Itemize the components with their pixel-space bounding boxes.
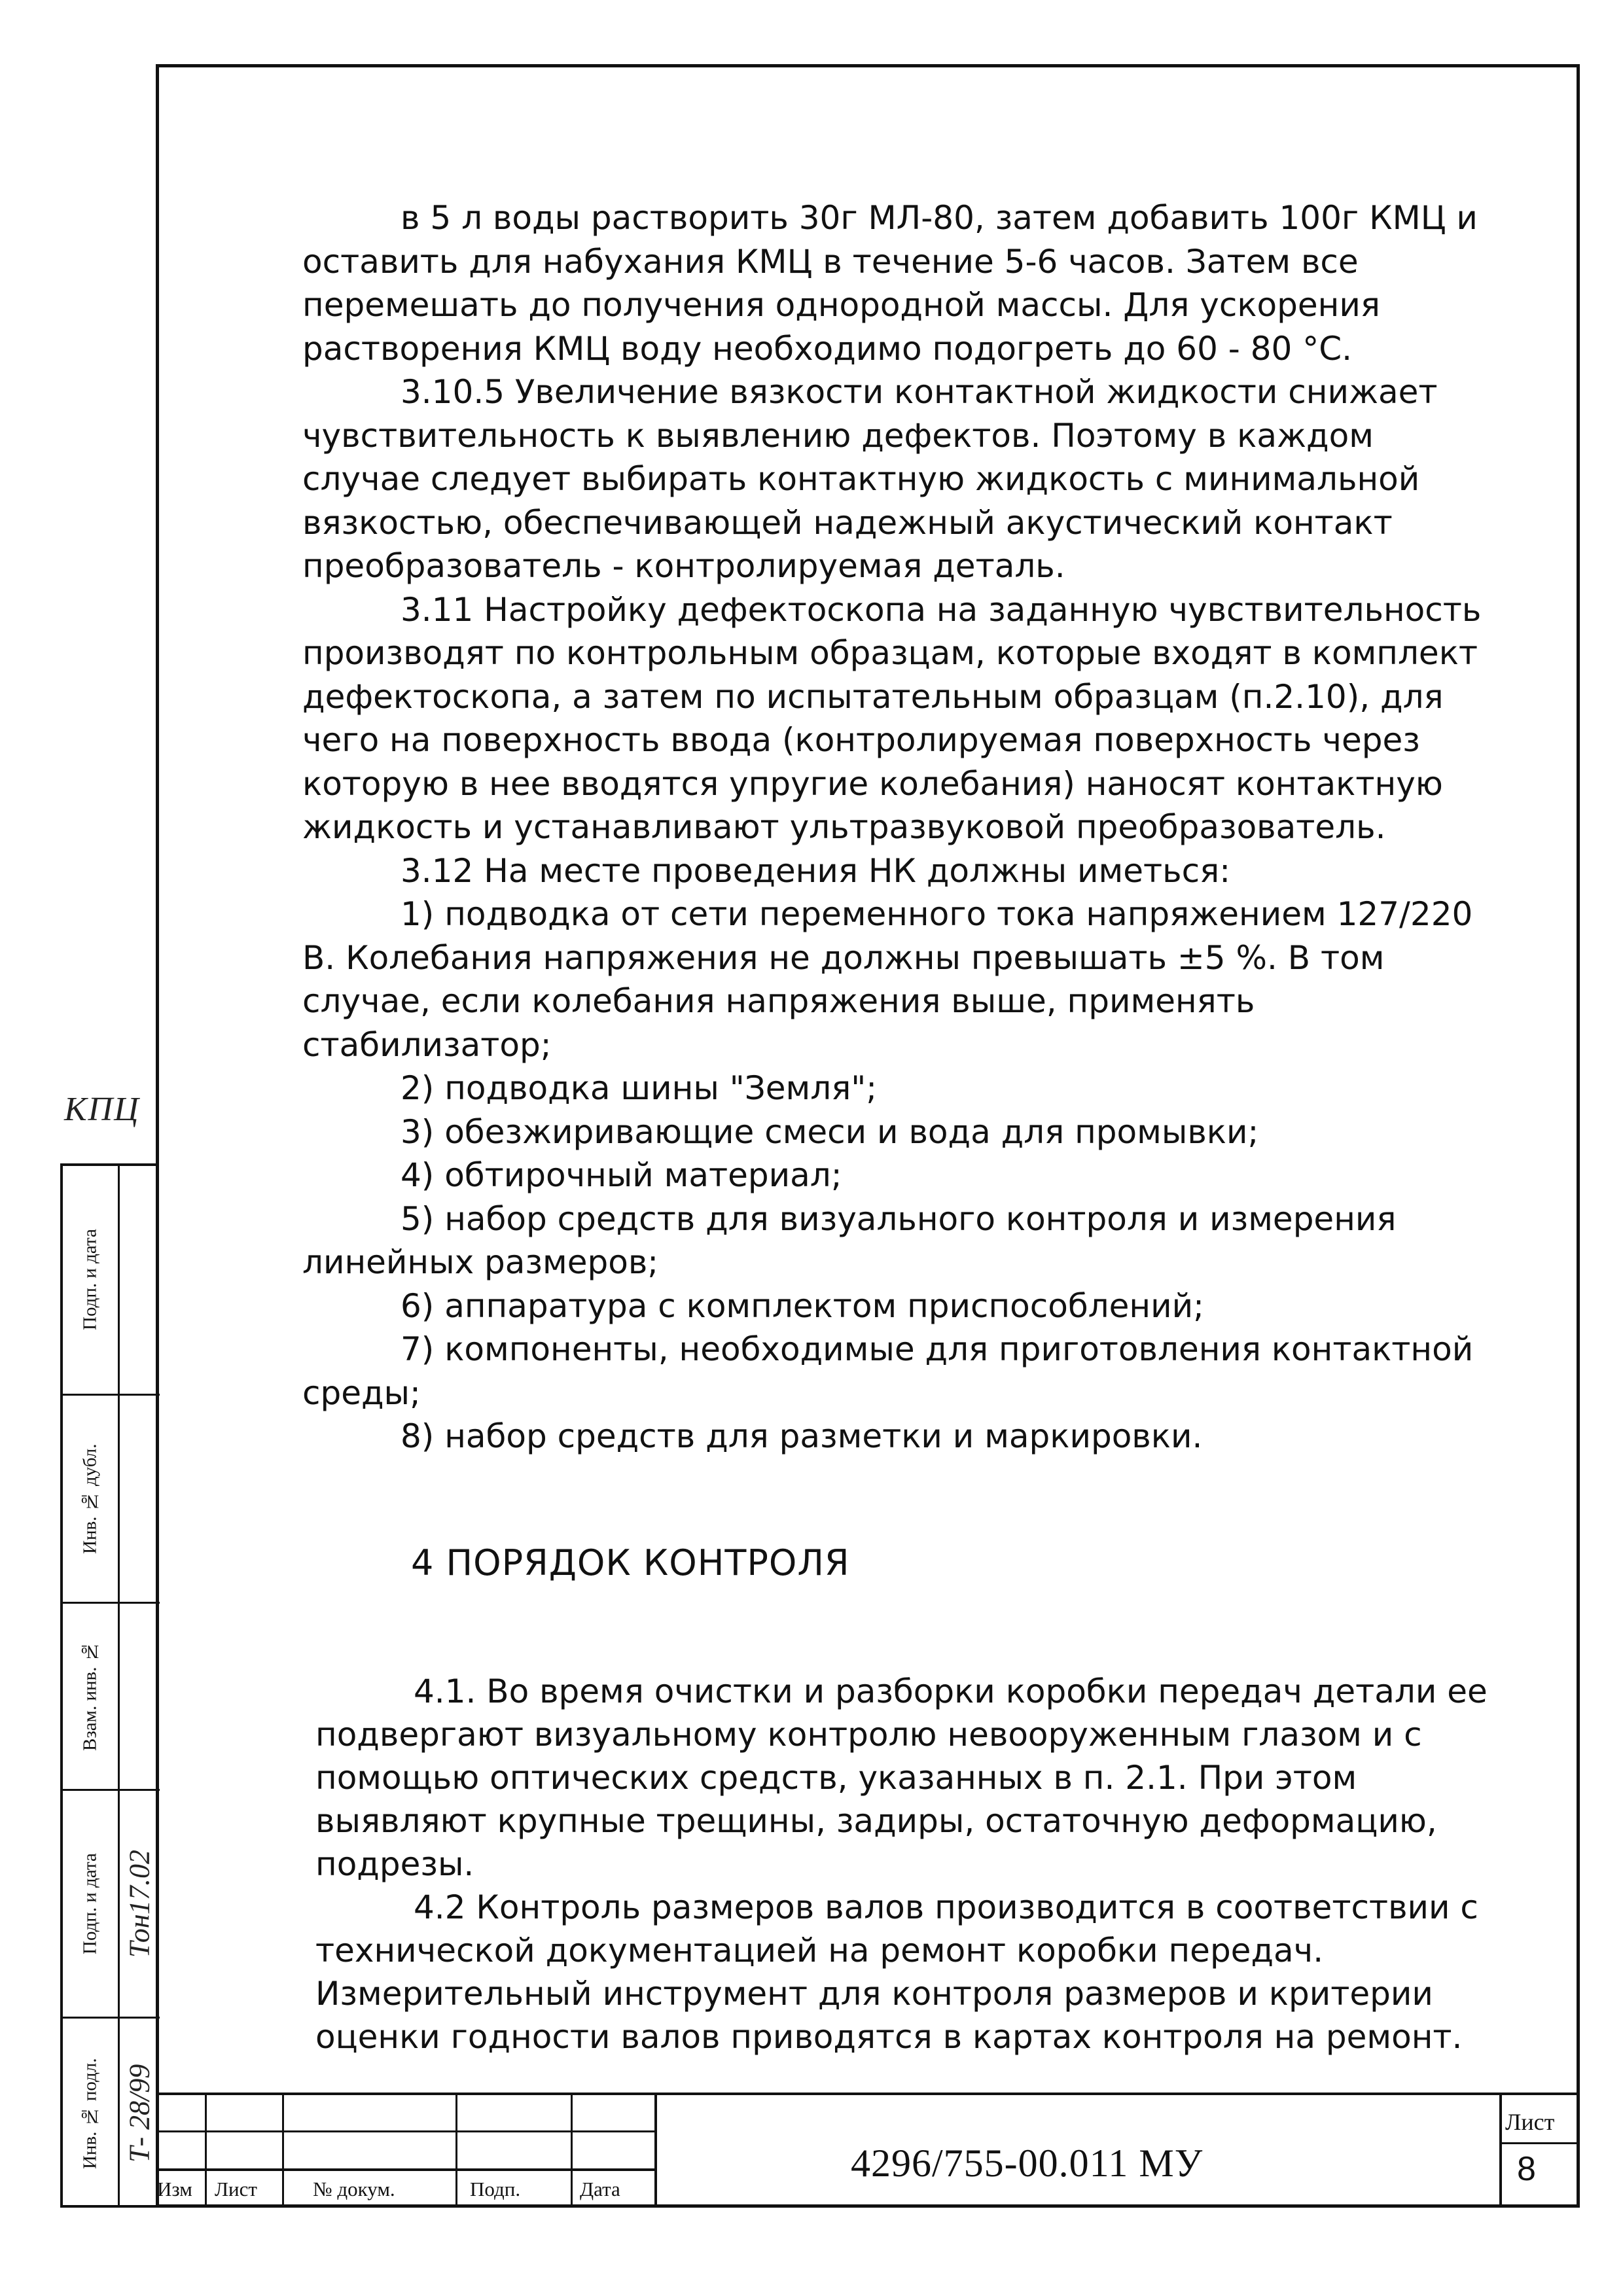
title-block-col-line — [205, 2093, 207, 2208]
title-block-top-line — [156, 2093, 1580, 2095]
title-block-col-line — [571, 2093, 573, 2208]
title-block-col-line — [654, 2093, 657, 2208]
margin-label-sign-date-2: Подп. и дата — [79, 1853, 101, 1954]
handwritten-inventory: Т- 28/99 — [123, 2064, 156, 2163]
margin-label-dup-inv: Инв. № дубл. — [79, 1443, 101, 1554]
handwritten-signature-date — [120, 1791, 158, 2017]
sheet-cell-divider — [1499, 2142, 1580, 2144]
margin-label-sign-date: Подп. и дата — [79, 1229, 101, 1331]
paragraph-4-2: 4.2 Контроль размеров валов производится в соответствии с технической документацией на ремонт коробки передач. Измерительный инструмент для контроля размеров и критерии оценки годности валов приводятся в картах контроля на ремонт. — [315, 1888, 1478, 2056]
paragraph-3-12: 3.12 На месте проведения НК должны иметься: — [401, 851, 1231, 890]
signature-mark: Тон — [123, 1914, 156, 1958]
list-item-6: 6) аппаратура с комплектом приспособлений; — [401, 1286, 1204, 1325]
title-block-col-line — [455, 2093, 457, 2208]
title-block-col-line — [1499, 2093, 1502, 2208]
document-code: 4296/755-00.011 МУ — [851, 2142, 1204, 2185]
section-heading: 4 ПОРЯДОК КОНТРОЛЯ — [411, 1542, 850, 1583]
list-item-7: 7) компоненты, необходимые для приготовления контактной среды; — [302, 1330, 1474, 1412]
title-block-row-line — [156, 2130, 654, 2132]
margin-label-replace-inv: Взам. инв. № — [79, 1641, 101, 1752]
binding-margin-table — [60, 1163, 157, 2208]
col-label-change: Изм — [157, 2178, 192, 2200]
signature-date: 17.02 — [123, 1849, 156, 1915]
list-item-2: 2) подводка шины "Земля"; — [401, 1069, 878, 1107]
list-item-4: 4) обтирочный материал; — [401, 1156, 842, 1194]
main-text — [302, 196, 1487, 1458]
kpc-stamp: КПЦ — [64, 1091, 140, 1128]
margin-column-divider — [118, 1166, 120, 2205]
col-label-date: Дата — [580, 2178, 620, 2200]
paragraph-water-solution: в 5 л воды растворить 30г МЛ-80, затем добавить 100г КМЦ и оставить для набухания КМЦ в течение 5-6 часов. Затем все перемешать до получения однородной массы. Для ускорения растворения КМЦ воду необходимо подогреть до 60 - 80 °С. — [302, 199, 1478, 368]
paragraph-4-1: 4.1. Во время очистки и разборки коробки передач детали ее подвергают визуальному контролю невооруженным глазом и с помощью оптических средств, указанных в п. 2.1. При этом выявляют крупные трещины, задиры, остаточную деформацию, подрезы. — [315, 1672, 1488, 1883]
title-block-col-line — [282, 2093, 284, 2208]
section-4-text — [315, 1670, 1493, 2058]
title-block-row-line — [156, 2168, 654, 2171]
list-item-3: 3) обезжиривающие смеси и вода для промывки; — [401, 1112, 1259, 1151]
sheet-label: Лист — [1505, 2109, 1555, 2135]
paragraph-3-10-5: 3.10.5 Увеличение вязкости контактной жидкости снижает чувствительность к выявлению дефектов. Поэтому в каждом случае следует выбирать контактную жидкость с минимальной вязкостью, обеспечивающей надежный акустический контакт преобразователь - контролируемая деталь. — [302, 373, 1438, 585]
sheet-number: 8 — [1517, 2150, 1536, 2188]
paragraph-3-11: 3.11 Настройку дефектоскопа на заданную чувствительность производят по контрольным образцам, которые входят в комплект дефектоскопа, а затем по испытательным образцам (п.2.10), для чего на поверхность ввода (контролируемая поверхность через которую в нее вводятся упругие колебания) наносят контактную жидкость и устанавливают ультразвуковой преобразователь. — [302, 590, 1482, 846]
list-item-8: 8) набор средств для разметки и маркировки. — [401, 1417, 1203, 1455]
list-item-1: 1) подводка от сети переменного тока напряжением 127/220 В. Колебания напряжения не должны превышать ±5 %. В том случае, если колебания напряжения выше, применять стабилизатор; — [302, 895, 1473, 1064]
list-item-5: 5) набор средств для визуального контроля и измерения линейных размеров; — [302, 1199, 1397, 1281]
col-label-doc-no: № докум. — [313, 2178, 395, 2200]
col-label-signature: Подп. — [470, 2178, 521, 2200]
col-label-sheet: Лист — [215, 2178, 257, 2200]
margin-label-orig-inv: Инв. № подл. — [79, 2058, 101, 2169]
